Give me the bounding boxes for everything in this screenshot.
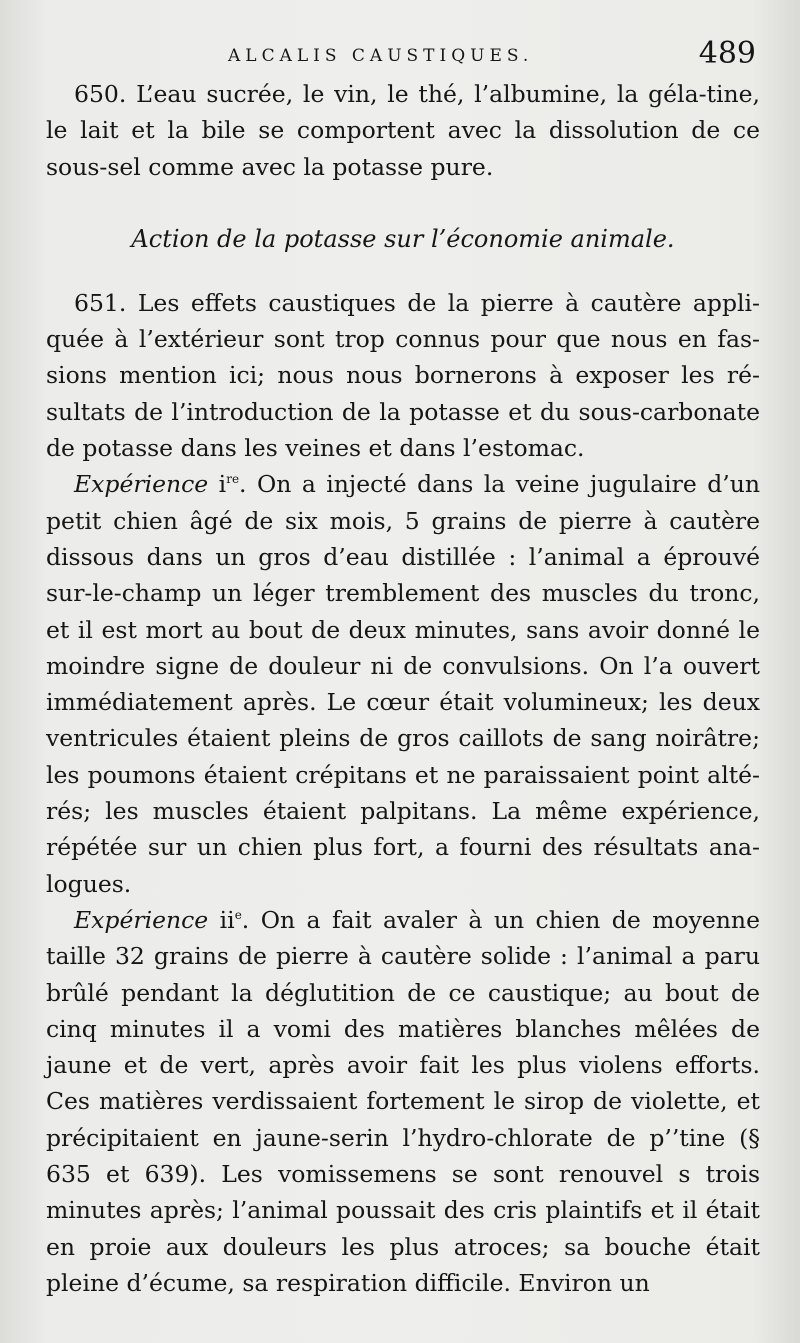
paragraph-number: 651.: [74, 288, 127, 317]
paragraph-651: [46, 285, 760, 466]
experiment-ordinal: e: [234, 908, 242, 923]
experiment-numeral: ii: [219, 905, 235, 934]
running-title: ALCALIS CAUSTIQUES.: [228, 46, 534, 66]
experiment-text: . On a injecté dans la veine jugulaire d’un petit chien âgé de six mois, 5 grains de pierre à cautère dissous dans un gros d’eau distillée : l’animal a éprouvé sur-le-champ un léger tremblement des muscles du tronc, et il est mort au bout de deux minutes, sans avoir donné le moindre signe de douleur ni de convulsions. On l’a ouvert immédiatement après. Le cœur était volumineux; les deux ventricules étaient pleins de gros caillots de sang noirâtre; les poumons étaient crépitans et ne paraissaient point alté-rés; les muscles étaient palpitans. La même expérience, répétée sur un chien plus fort, a fourni des résultats ana-logues.: [46, 470, 760, 898]
experiment-ordinal: re: [226, 472, 240, 487]
body-text: [46, 76, 760, 1301]
page-number: 489: [698, 36, 756, 71]
paragraph-number: 650.: [74, 80, 127, 108]
experiment-label: Expérience: [74, 470, 209, 499]
paragraph-text: L’eau sucrée, le vin, le thé, l’albumine, la géla-tine, le lait et la bile se comportent avec la dissolution de ce sous-sel comme avec la potasse pure.: [46, 80, 760, 181]
page-header: [46, 36, 760, 76]
section-heading: Action de la potasse sur l’économie animale.: [131, 224, 675, 253]
paragraph-650: [46, 76, 760, 185]
experiment-1: [46, 466, 760, 902]
experiment-text: . On a fait avaler à un chien de moyenne taille 32 grains de pierre à cautère solide : l’animal a paru brûlé pendant la déglutition de ce caustique; au bout de cinq minutes il a vomi des matières blanches mêlées de jaune et de vert, après avoir fait les plus violens efforts. Ces matières verdissaient fortement le sirop de violette, et précipitaient en jaune-serin l’hydro-chlorate de p’’tine (§ 635 et 639). Les vomissemens se sont renouvel s trois minutes après; l’animal poussait des cris plaintifs et il était en proie aux douleurs les plus atroces; sa bouche était pleine d’écume, sa respiration difficile. Environ un: [46, 905, 760, 1297]
paragraph-text: Les effets caustiques de la pierre à cautère appli-quée à l’extérieur sont trop connus pour que nous en fas-sions mention ici; nous nous bornerons à exposer les ré-sultats de l’introduction de la potasse et du sous-carbonate de potasse dans les veines et dans l’estomac.: [46, 288, 760, 463]
experiment-label: Expérience: [74, 905, 209, 934]
experiment-2: [46, 902, 760, 1301]
experiment-numeral: i: [218, 470, 227, 499]
